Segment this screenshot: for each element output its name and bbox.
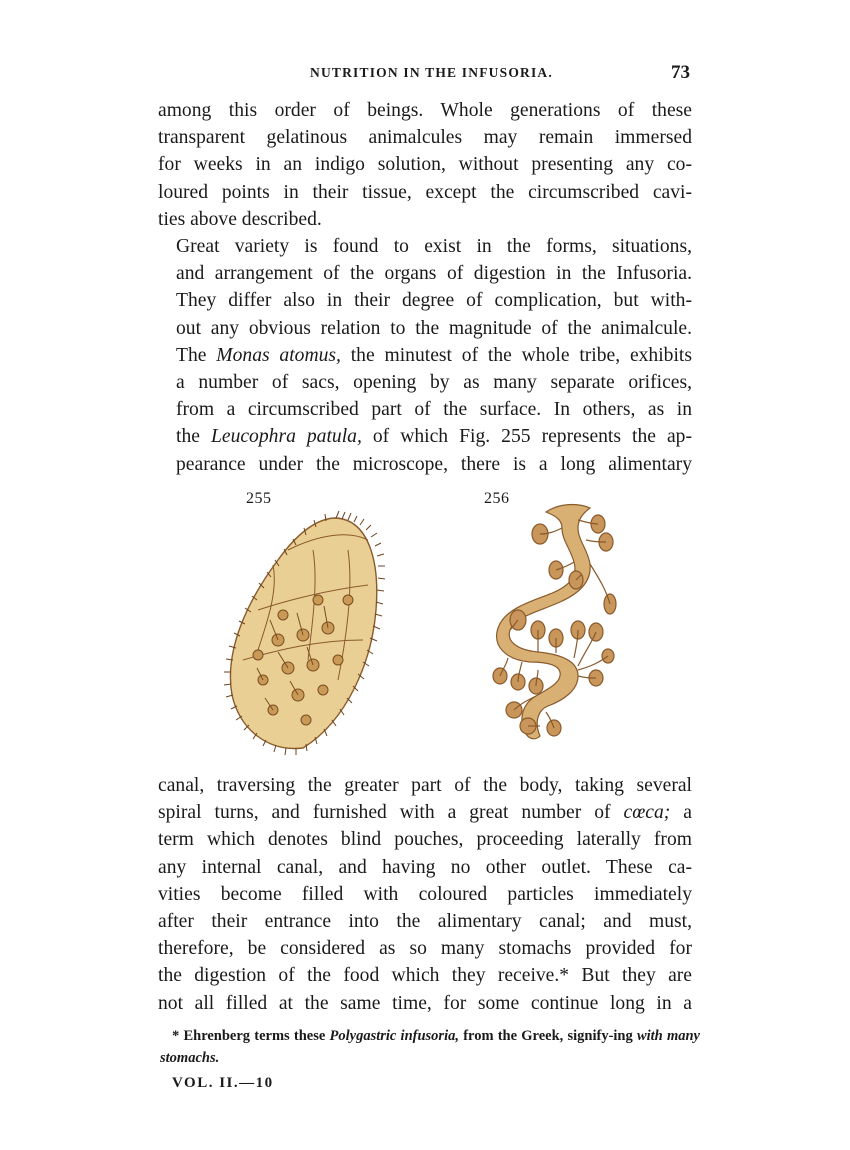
line: transparent gelatinous animalcules may remain immersed [158,127,692,149]
signature-mark: VOL. II.—10 [172,1075,274,1091]
line: after their entrance into the alimentary canal; and must, [158,911,692,933]
species-name: Leucophra patula, [210,426,362,448]
line: the Leucophra patula, of which Fig. 255 represents the ap- [176,426,692,448]
page-number: 73 [671,62,690,83]
line: the digestion of the food which they receive.* But they are [158,965,692,987]
line: ties above described. [158,208,322,230]
running-title: NUTRITION IN THE INFUSORIA. [310,65,553,80]
paragraph-digestion-organs [158,233,692,478]
line: therefore, be considered as so many stomachs provided for [158,938,692,960]
line: a number of sacs, opening by as many separate orifices, [176,372,692,394]
line: spiral turns, and furnished with a great number of cœca; a [158,802,692,824]
line: and arrangement of the organs of digestion in the Infusoria. [176,263,692,285]
line: from a circumscribed part of the surface. In others, as in [176,399,692,421]
line: Great variety is found to exist in the forms, situations, [176,236,692,258]
paragraph-alimentary-canal [158,772,692,1017]
line: canal, traversing the greater part of the body, taking several [158,775,692,796]
species-name: Monas atomus, [216,344,341,366]
text-block-lower [158,772,692,1017]
paragraph-continuation [158,97,692,233]
line: among this order of beings. Whole generations of these [158,100,692,121]
line: for weeks in an indigo solution, without presenting any co- [158,154,692,176]
footnote-translation: with many stomachs. [160,1028,700,1066]
line: any internal canal, and having no other outlet. These ca- [158,856,692,878]
line: pearance under the microscope, there is a long alimentary [176,453,692,475]
line: They differ also in their degree of complication, but with- [176,290,692,312]
line: not all filled at the same time, for some continue long in a [158,992,692,1014]
text-block-upper [158,97,692,478]
footnote-text: * Ehrenberg terms these Polygastric infusoria, from the Greek, signify-ing with many stomachs. [160,1028,700,1066]
running-head [158,62,690,86]
figure-255 [218,490,388,760]
line: vities become filled with coloured particles immediately [158,883,692,905]
leucophra-illustration [218,490,388,760]
figure-label-256: 256 [484,490,510,507]
alimentary-canal-illustration [478,490,638,760]
line: The Monas atomus, the minutest of the whole tribe, exhibits [176,344,692,366]
footnote [160,1025,700,1069]
line: out any obvious relation to the magnitude of the animalcule. [176,317,692,339]
figure-256 [478,490,638,760]
line: term which denotes blind pouches, proceeding laterally from [158,829,692,851]
line: loured points in their tissue, except the circumscribed cavi- [158,181,692,203]
footnote-term: Polygastric infusoria, [329,1028,459,1044]
figure-label-255: 255 [246,490,272,507]
term-caeca: cœca; [623,802,671,824]
